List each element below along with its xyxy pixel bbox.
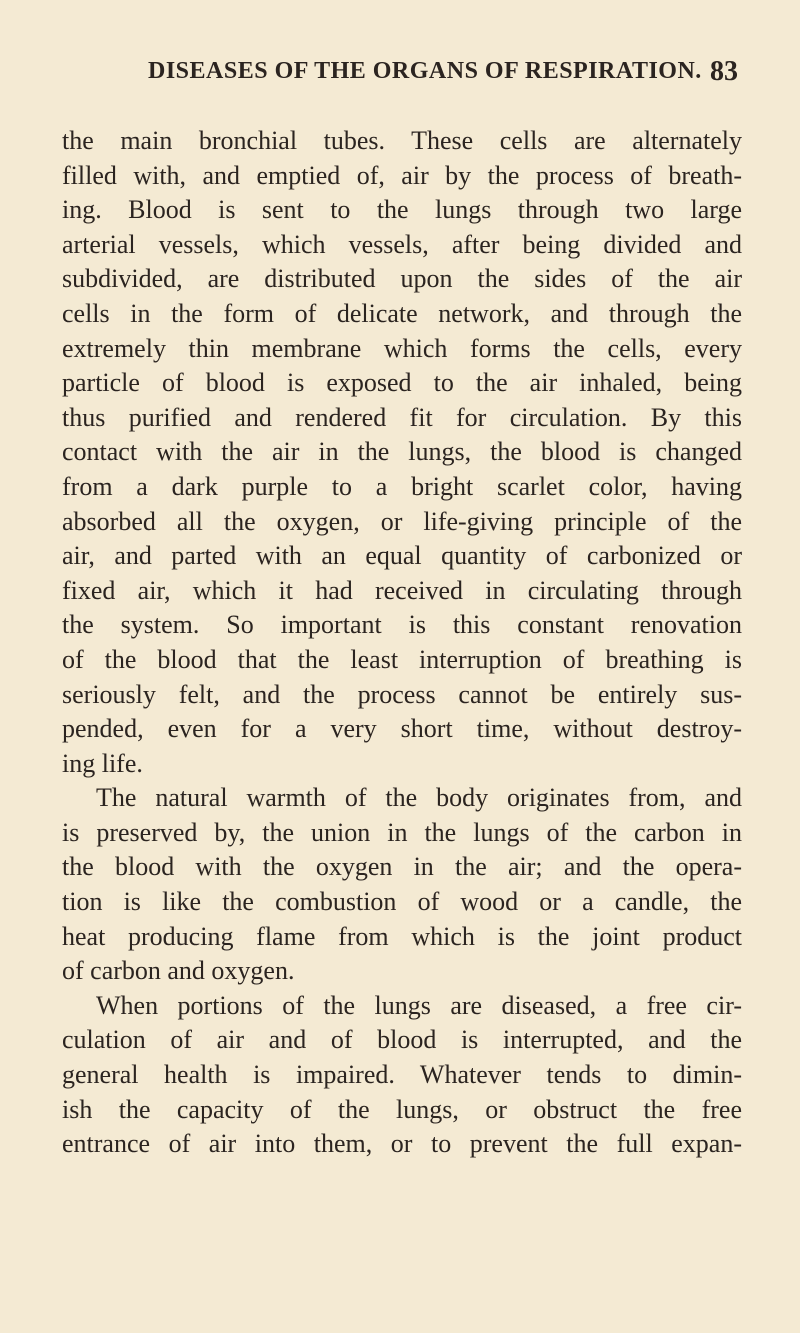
text-line: fixed air, which it had received in circulating through: [62, 575, 742, 605]
text-line: absorbed all the oxygen, or life-giving principle of the: [62, 506, 742, 536]
text-line: air, and parted with an equal quantity of carbonized or: [62, 541, 742, 571]
paragraph-end-line: of carbon and oxygen.: [62, 956, 295, 986]
text-line: the blood with the oxygen in the air; and the opera-: [62, 852, 742, 882]
running-head: [148, 58, 738, 98]
text-line: entrance of air into them, or to prevent the full expan-: [62, 1129, 742, 1159]
text-line: heat producing flame from which is the joint product: [62, 921, 742, 951]
text-line: from a dark purple to a bright scarlet color, having: [62, 471, 742, 501]
text-line: filled with, and emptied of, air by the process of breath-: [62, 160, 742, 190]
text-line: arterial vessels, which vessels, after being divided and: [62, 229, 742, 259]
text-line: ing. Blood is sent to the lungs through two large: [62, 195, 742, 225]
body-text: [62, 124, 742, 1162]
text-line: is preserved by, the union in the lungs of the carbon in: [62, 817, 742, 847]
paragraph-end-line: ing life.: [62, 748, 143, 778]
text-line: particle of blood is exposed to the air inhaled, being: [62, 368, 742, 398]
paragraph-start-line: The natural warmth of the body originates from, and: [96, 783, 742, 813]
text-line: extremely thin membrane which forms the cells, every: [62, 333, 742, 363]
text-line: the system. So important is this constant renovation: [62, 610, 742, 640]
text-line: thus purified and rendered fit for circulation. By this: [62, 402, 742, 432]
text-line: of the blood that the least interruption of breathing is: [62, 644, 742, 674]
text-line: the main bronchial tubes. These cells are alternately: [62, 126, 742, 155]
text-line: general health is impaired. Whatever tends to dimin-: [62, 1060, 742, 1090]
text-line: cells in the form of delicate network, and through the: [62, 298, 742, 328]
text-line: subdivided, are distributed upon the sides of the air: [62, 264, 742, 294]
text-line: tion is like the combustion of wood or a candle, the: [62, 887, 742, 917]
text-line: pended, even for a very short time, without destroy-: [62, 714, 742, 744]
text-line: ish the capacity of the lungs, or obstruct the free: [62, 1094, 742, 1124]
text-line: seriously felt, and the process cannot be entirely sus-: [62, 679, 742, 709]
text-line: contact with the air in the lungs, the blood is changed: [62, 437, 742, 467]
paragraph-start-line: When portions of the lungs are diseased, a free cir-: [96, 990, 742, 1020]
running-head-title: DISEASES OF THE ORGANS OF RESPIRATION.: [148, 58, 702, 84]
text-line: culation of air and of blood is interrupted, and the: [62, 1025, 742, 1055]
page-number: 83: [710, 56, 738, 87]
